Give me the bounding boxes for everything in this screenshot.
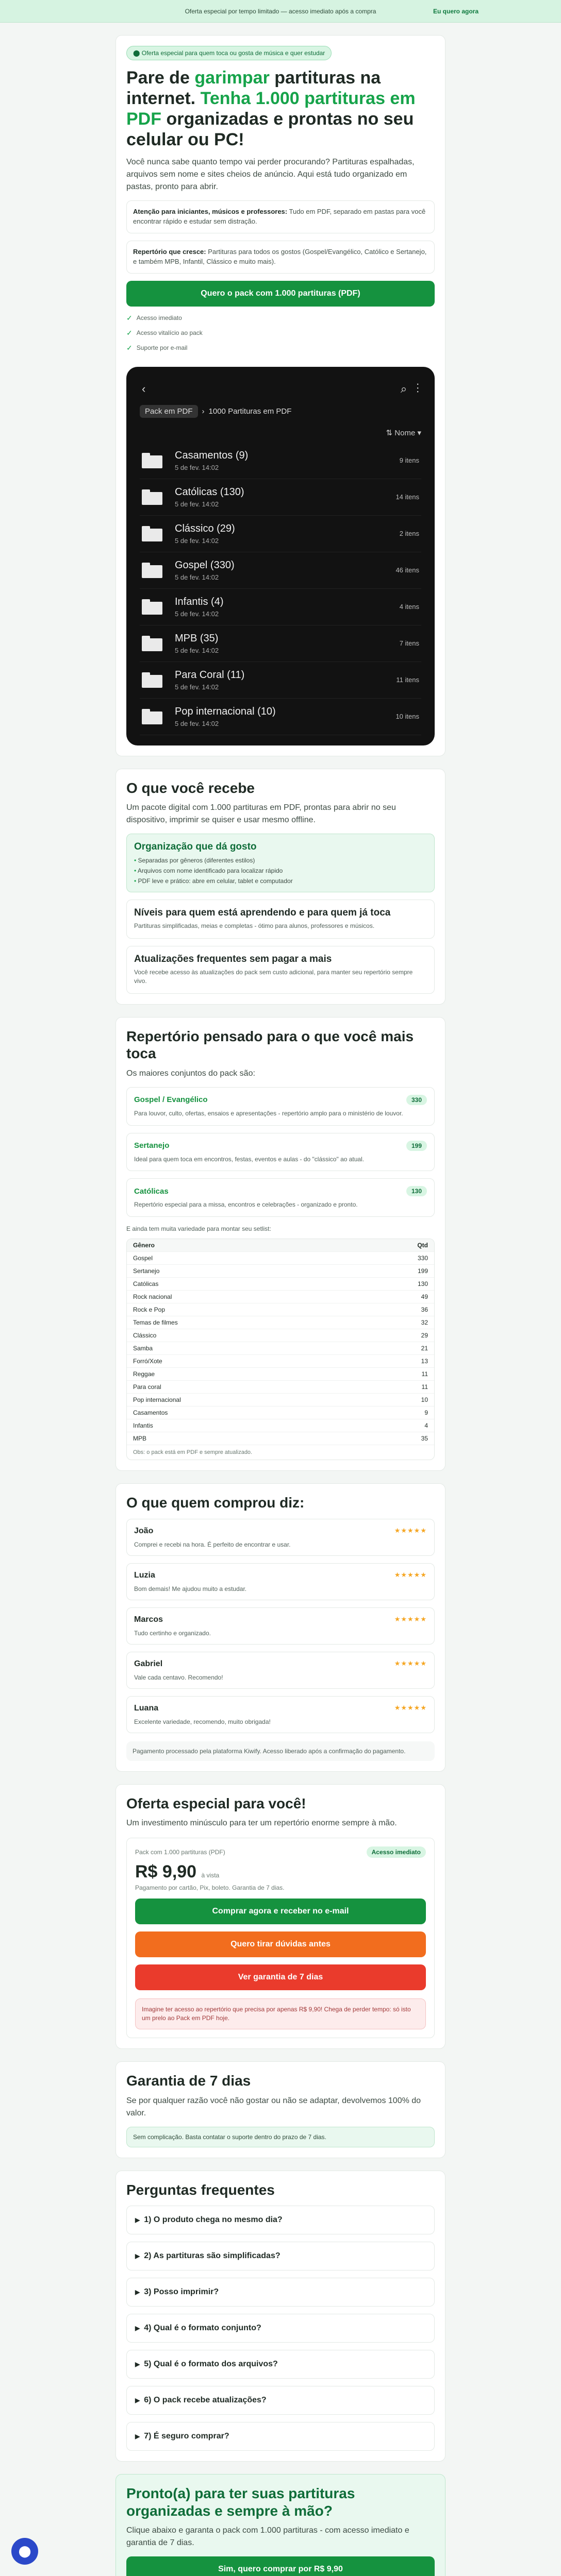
table-row bbox=[127, 1291, 434, 1303]
category-card bbox=[126, 1087, 435, 1126]
faq-item[interactable] bbox=[126, 2278, 435, 2307]
folder-name: Para Coral (11) bbox=[175, 669, 245, 681]
repertoire-section: Repertório pensado para o que você mais toca Os maiores conjuntos do pack são: Gospel / Evangélico 330 Para louvor, culto, ofertas, ensaios e apresentações - repertório amplo para o ministério de louvor. Sertanejo 199 Ideal para quem toca em encontros, festas, eventos e aulas - do "clássico" ao atual. Católicas 130 Repertório especial para a missa, encontros e celebrações - organizado e pronto. E ainda tem muita variedade para montar seu setlist: Gênero Qtd Gospel 330 Sertanejo 199 Católicas 130 Rock nacional 49 Rock e Pop 36 Temas de filmes 32 Clássico 29 Samba 21 Forró/Xote 13 Reggae 11 Para coral 11 Pop internacional 10 Casamentos 9 Infantis 4 MPB 35 Obs: o pack está em PDF e sempre atualizado. bbox=[116, 1017, 446, 1471]
hero-info-box-1: Atenção para iniciantes, músicos e professores: Tudo em PDF, separado em pastas para você encontrar rápido e estudar sem distração. bbox=[126, 200, 435, 233]
feature-updates: Atualizações frequentes sem pagar a mais Você recebe acesso às atualizações do pack sem custo adicional, para manter seu repertório sempre vivo. bbox=[126, 946, 435, 994]
genre-count: 330 bbox=[417, 1255, 428, 1262]
buy-pack-button[interactable]: Quero o pack com 1.000 partituras (PDF) bbox=[126, 281, 435, 307]
folder-meta bbox=[175, 596, 400, 618]
genre-count: 10 bbox=[421, 1396, 428, 1404]
benefit-check: ✓ Acesso imediato bbox=[126, 313, 182, 322]
folder-meta bbox=[175, 486, 395, 508]
table-row bbox=[127, 1265, 434, 1278]
faq-question: 4) Qual é o formato conjunto? bbox=[144, 2324, 261, 2333]
genre-name: Infantis bbox=[133, 1422, 153, 1430]
review-card bbox=[126, 1519, 435, 1556]
category-description: Repertório especial para a missa, encontros e celebrações - organizado e pronto. bbox=[134, 1201, 358, 1209]
sort-control: ⇅ Nome ▾ bbox=[386, 428, 421, 437]
faq-question: 2) As partituras são simplificadas? bbox=[144, 2251, 280, 2261]
review-header bbox=[134, 1659, 427, 1669]
faq-question: 7) É seguro comprar? bbox=[144, 2432, 229, 2441]
folder-meta bbox=[175, 633, 400, 654]
final-cta-section: Pronto(a) para ter suas partituras organizadas e sempre à mão? Clique abaixo e garanta o pack com 1.000 partituras - com acesso imediato e garantia de 7 dias. Sim, quero comprar por R$ 9,90 bbox=[116, 2474, 446, 2576]
urgency-note: Imagine ter acesso ao repertório que precisa por apenas R$ 9,90! Chega de perder tempo: só isto um prelo ao Pack em PDF hoje. bbox=[135, 1998, 426, 2029]
faq-item[interactable] bbox=[126, 2422, 435, 2451]
review-text: Vale cada centavo. Recomendo! bbox=[134, 1673, 223, 1681]
folder-row[interactable] bbox=[140, 479, 421, 516]
reviewer-name: Luzia bbox=[134, 1570, 155, 1580]
genre-table: Gênero Qtd Gospel 330 Sertanejo 199 Católicas 130 Rock nacional 49 Rock e Pop 36 Temas de filmes 32 Clássico 29 Samba 21 Forró/Xote 13 Reggae 11 Para coral 11 Pop internacional 10 Casamentos 9 Infantis 4 MPB 35 Obs: o pack está em PDF e sempre atualizado. bbox=[126, 1239, 435, 1460]
folder-row[interactable] bbox=[140, 516, 421, 552]
folder-name: Clássico (29) bbox=[175, 522, 235, 534]
caret-right-icon: ▶ bbox=[135, 2216, 140, 2224]
folder-icon bbox=[142, 636, 162, 651]
reviews-title: O que quem comprou diz: bbox=[126, 1495, 305, 1511]
faq-question: 5) Qual é o formato dos arquivos? bbox=[144, 2360, 278, 2369]
folder-name: Casamentos (9) bbox=[175, 449, 249, 461]
folder-meta bbox=[175, 669, 396, 691]
folder-icon bbox=[142, 563, 162, 578]
review-card bbox=[126, 1563, 435, 1600]
folder-name: MPB (35) bbox=[175, 632, 219, 644]
offer-pill: ⬤ Oferta especial para quem toca ou gosta de música e quer estudar bbox=[126, 46, 332, 60]
folder-name: Católicas (130) bbox=[175, 486, 244, 498]
caret-right-icon: ▶ bbox=[135, 2397, 140, 2404]
table-row bbox=[127, 1432, 434, 1445]
genre-count: 9 bbox=[424, 1409, 428, 1417]
category-header bbox=[134, 1141, 427, 1151]
hero-card bbox=[116, 35, 446, 756]
table-header: Gênero Qtd bbox=[127, 1239, 434, 1252]
folder-count: 10 itens bbox=[395, 713, 419, 721]
category-count-badge: 199 bbox=[406, 1141, 427, 1151]
folder-meta bbox=[175, 560, 395, 581]
phone-file-browser-preview bbox=[126, 367, 435, 745]
folder-name: Infantis (4) bbox=[175, 596, 224, 607]
genre-name: Para coral bbox=[133, 1383, 161, 1391]
genre-name: Sertanejo bbox=[133, 1267, 160, 1275]
category-header bbox=[134, 1095, 427, 1105]
faq-item[interactable] bbox=[126, 2314, 435, 2343]
reviewer-name: Luana bbox=[134, 1703, 159, 1713]
reviewer-name: João bbox=[134, 1526, 154, 1535]
review-card bbox=[126, 1607, 435, 1645]
benefit-checks bbox=[126, 314, 435, 352]
guarantee-button[interactable]: Ver garantia de 7 dias bbox=[135, 1964, 426, 1990]
announcement-text: Oferta especial por tempo limitado — acesso imediato após a compra bbox=[185, 7, 376, 15]
caret-right-icon: ▶ bbox=[135, 2252, 140, 2260]
review-text: Comprei e recebi na hora. É perfeito de encontrar e usar. bbox=[134, 1540, 291, 1548]
folder-date: 5 de fev. 14:02 bbox=[175, 646, 219, 654]
genre-name: Católicas bbox=[133, 1280, 159, 1288]
genre-count: 36 bbox=[421, 1306, 428, 1314]
table-row bbox=[127, 1329, 434, 1342]
breadcrumb-root: Pack em PDF bbox=[140, 405, 198, 418]
star-rating-icon: ★★★★★ bbox=[394, 1526, 427, 1534]
folder-row[interactable] bbox=[140, 625, 421, 662]
caret-right-icon: ▶ bbox=[135, 2433, 140, 2441]
faq-item[interactable] bbox=[126, 2206, 435, 2234]
check-icon: ✓ bbox=[126, 328, 133, 337]
announcement-cta-link[interactable]: Eu quero agora bbox=[433, 7, 478, 15]
category-description: Ideal para quem toca em encontros, festas, eventos e aulas - do "clássico" ao atual. bbox=[134, 1155, 365, 1163]
table-row bbox=[127, 1355, 434, 1368]
feature-organization: Organização que dá gosto • Separadas por gêneros (diferentes estilos) • Arquivos com nome identificado para localizar rápido • PDF leve e prático: abre em celular, tablet e computador bbox=[126, 834, 435, 892]
receive-section bbox=[116, 769, 446, 1005]
faq-question: 1) O produto chega no mesmo dia? bbox=[144, 2215, 283, 2225]
caret-right-icon: ▶ bbox=[135, 2325, 140, 2332]
back-arrow-icon: ‹ bbox=[142, 382, 146, 395]
genre-count: 29 bbox=[421, 1332, 428, 1340]
category-name: Sertanejo bbox=[134, 1141, 170, 1150]
genre-name: Samba bbox=[133, 1345, 153, 1352]
faq-question: 6) O pack recebe atualizações? bbox=[144, 2396, 267, 2405]
genre-count: 4 bbox=[424, 1422, 428, 1430]
table-row bbox=[127, 1303, 434, 1316]
folder-date: 5 de fev. 14:02 bbox=[175, 719, 219, 727]
table-row bbox=[127, 1394, 434, 1406]
faq-item[interactable] bbox=[126, 2350, 435, 2379]
review-header bbox=[134, 1527, 427, 1536]
review-header bbox=[134, 1571, 427, 1580]
buy-now-button[interactable]: Comprar agora e receber no e-mail bbox=[135, 1899, 426, 1924]
folder-date: 5 de fev. 14:02 bbox=[175, 500, 219, 508]
review-text: Bom demais! Me ajudou muito a estudar. bbox=[134, 1585, 247, 1592]
folder-date: 5 de fev. 14:02 bbox=[175, 683, 219, 691]
review-card bbox=[126, 1696, 435, 1733]
folder-icon bbox=[142, 709, 162, 724]
genre-count: 49 bbox=[421, 1293, 428, 1301]
genre-count: 11 bbox=[421, 1383, 428, 1391]
folder-count: 2 itens bbox=[399, 530, 419, 538]
review-card bbox=[126, 1652, 435, 1689]
top-announcement-bar bbox=[0, 0, 561, 23]
folder-row[interactable] bbox=[140, 443, 421, 479]
breadcrumb-current: 1000 Partituras em PDF bbox=[208, 406, 292, 416]
genre-count: 199 bbox=[417, 1267, 428, 1275]
category-count-badge: 130 bbox=[406, 1186, 427, 1196]
folder-date: 5 de fev. 14:02 bbox=[175, 573, 219, 581]
genre-name: Rock e Pop bbox=[133, 1306, 166, 1314]
folder-date: 5 de fev. 14:02 bbox=[175, 536, 219, 545]
folder-meta bbox=[175, 706, 395, 727]
folder-count: 14 itens bbox=[395, 493, 419, 501]
genre-count: 35 bbox=[421, 1435, 428, 1443]
folder-count: 4 itens bbox=[399, 603, 419, 611]
folder-count: 9 itens bbox=[399, 456, 419, 465]
questions-button[interactable]: Quero tirar dúvidas antes bbox=[135, 1931, 426, 1957]
table-row bbox=[127, 1342, 434, 1355]
hero-title: Pare de garimpar partituras na internet. Tenha 1.000 partituras em PDF organizadas e prontas no seu celular ou PC! bbox=[126, 68, 416, 150]
benefit-check: ✓ Acesso vitalício ao pack bbox=[126, 328, 203, 337]
genre-count: 11 bbox=[421, 1370, 428, 1378]
payment-disclaimer: Pagamento processado pela plataforma Kiwify. Acesso liberado após a confirmação do pagamento. bbox=[126, 1741, 435, 1761]
reviews-section bbox=[116, 1483, 446, 1772]
folder-row[interactable] bbox=[140, 552, 421, 589]
faq-question: 3) Posso imprimir? bbox=[144, 2287, 219, 2297]
caret-right-icon: ▶ bbox=[135, 2289, 140, 2296]
benefit-check: ✓ Suporte por e-mail bbox=[126, 343, 188, 352]
category-card bbox=[126, 1178, 435, 1217]
genre-count: 21 bbox=[421, 1345, 428, 1352]
reviewer-name: Gabriel bbox=[134, 1659, 163, 1668]
genre-count: 32 bbox=[421, 1319, 428, 1327]
category-name: Católicas bbox=[134, 1187, 169, 1196]
table-row bbox=[127, 1419, 434, 1432]
category-description: Para louvor, culto, ofertas, ensaios e apresentações - repertório amplo para o ministério de louvor. bbox=[134, 1109, 403, 1117]
category-card bbox=[126, 1133, 435, 1172]
folder-meta bbox=[175, 523, 400, 545]
hero-info-box-2: Repertório que cresce: Partituras para todos os gostos (Gospel/Evangélico, Católico e Sertanejo, e também MPB, Infantil, Clássico e muito mais). bbox=[126, 241, 435, 274]
genre-name: Gospel bbox=[133, 1255, 153, 1262]
folder-icon bbox=[142, 453, 162, 468]
folder-row[interactable] bbox=[140, 662, 421, 699]
folder-name: Pop internacional (10) bbox=[175, 705, 276, 717]
guarantee-section: Garantia de 7 dias Se por qualquer razão você não gostar ou não se adaptar, devolvemos 100% do valor. Sem complicação. Basta contatar o suporte dentro do prazo de 7 dias. bbox=[116, 2061, 446, 2158]
genre-name: Casamentos bbox=[133, 1409, 168, 1417]
genre-count: 13 bbox=[421, 1358, 428, 1365]
offer-section: Oferta especial para você! Um investimento minúsculo para ter um repertório enorme sempre à mão. Pack com 1.000 partituras (PDF) Acesso imediato R$ 9,90 à vista Pagamento por cartão, Pix, boleto. Garantia de 7 dias. Comprar agora e receber no e-mail Quero tirar dúvidas antes Ver garantia de 7 dias Imagine ter acesso ao repertório que precisa por apenas R$ 9,90! Chega de perder tempo: só isto um prelo ao Pack em PDF hoje. bbox=[116, 1784, 446, 2049]
guarantee-title: Garantia de 7 dias bbox=[126, 2072, 251, 2089]
review-text: Tudo certinho e organizado. bbox=[134, 1629, 211, 1637]
folder-icon bbox=[142, 672, 162, 688]
folder-icon bbox=[142, 526, 162, 541]
table-row bbox=[127, 1278, 434, 1291]
folder-date: 5 de fev. 14:02 bbox=[175, 463, 219, 471]
genre-name: Pop internacional bbox=[133, 1396, 181, 1404]
star-rating-icon: ★★★★★ bbox=[394, 1570, 427, 1579]
folder-date: 5 de fev. 14:02 bbox=[175, 609, 219, 618]
repertoire-title: Repertório pensado para o que você mais toca bbox=[126, 1028, 414, 1062]
review-header bbox=[134, 1704, 427, 1713]
access-badge: Acesso imediato bbox=[367, 1846, 426, 1858]
genre-name: Clássico bbox=[133, 1332, 157, 1340]
hero-lead: Você nunca sabe quanto tempo vai perder procurando? Partituras espalhadas, arquivos sem nome e sites cheios de anúncio. Aqui está tudo organizado em pastas, pronto para abrir. bbox=[126, 158, 415, 192]
category-name: Gospel / Evangélico bbox=[134, 1095, 208, 1105]
star-rating-icon: ★★★★★ bbox=[394, 1615, 427, 1623]
category-count-badge: 330 bbox=[406, 1095, 427, 1105]
faq-item[interactable] bbox=[126, 2386, 435, 2415]
category-header bbox=[134, 1186, 427, 1196]
review-header bbox=[134, 1615, 427, 1624]
genre-name: Reggae bbox=[133, 1370, 155, 1378]
faq-section bbox=[116, 2171, 446, 2462]
table-row bbox=[127, 1316, 434, 1329]
folder-icon bbox=[142, 599, 162, 615]
folder-breadcrumb: Pack em PDF › 1000 Partituras em PDF bbox=[140, 405, 421, 418]
folder-count: 11 itens bbox=[396, 676, 419, 684]
folder-icon bbox=[142, 489, 162, 505]
star-rating-icon: ★★★★★ bbox=[394, 1703, 427, 1711]
genre-name: Temas de filmes bbox=[133, 1319, 178, 1327]
offer-title: Oferta especial para você! bbox=[126, 1795, 306, 1811]
final-title: Pronto(a) para ter suas partituras organizadas e sempre à mão? bbox=[126, 2485, 355, 2519]
table-row bbox=[127, 1381, 434, 1394]
folder-count: 7 itens bbox=[399, 639, 419, 648]
faq-item[interactable] bbox=[126, 2242, 435, 2270]
folder-row[interactable] bbox=[140, 589, 421, 625]
sort-icon: ⇅ bbox=[386, 428, 393, 437]
faq-title: Perguntas frequentes bbox=[126, 2181, 275, 2198]
price: R$ 9,90 à vista bbox=[135, 1862, 220, 1882]
receive-title: O que você recebe bbox=[126, 779, 255, 796]
table-row bbox=[127, 1368, 434, 1381]
chat-bubble-icon[interactable]: ⬤ bbox=[11, 2538, 38, 2565]
final-buy-button[interactable]: Sim, quero comprar por R$ 9,90 bbox=[126, 2556, 435, 2576]
table-row bbox=[127, 1252, 434, 1265]
folder-name: Gospel (330) bbox=[175, 559, 235, 571]
reviewer-name: Marcos bbox=[134, 1615, 163, 1624]
more-vert-icon: ⋮ bbox=[416, 382, 419, 395]
folder-count: 46 itens bbox=[395, 566, 419, 574]
caret-right-icon: ▶ bbox=[135, 2361, 140, 2368]
receive-lead: Um pacote digital com 1.000 partituras em PDF, prontas para abrir no seu dispositivo, imprimir se quiser e usar mesmo offline. bbox=[126, 803, 396, 825]
folder-row[interactable] bbox=[140, 699, 421, 735]
table-row bbox=[127, 1406, 434, 1419]
genre-name: MPB bbox=[133, 1435, 147, 1443]
feature-levels: Níveis para quem está aprendendo e para quem já toca Partituras simplificadas, meias e completas - ótimo para alunos, professores e músicos. bbox=[126, 900, 435, 938]
genre-name: Forró/Xote bbox=[133, 1358, 162, 1365]
price-box: Pack com 1.000 partituras (PDF) Acesso imediato R$ 9,90 à vista Pagamento por cartão, Pix, boleto. Garantia de 7 dias. Comprar agora e receber no e-mail Quero tirar dúvidas antes Ver garantia de 7 dias Imagine ter acesso ao repertório que precisa por apenas R$ 9,90! Chega de perder tempo: só isto um prelo ao Pack em PDF hoje. bbox=[126, 1838, 435, 2038]
folder-meta bbox=[175, 450, 400, 471]
check-icon: ✓ bbox=[126, 343, 133, 352]
genre-count: 130 bbox=[417, 1280, 428, 1288]
search-icon: ⌕ bbox=[400, 382, 407, 395]
star-rating-icon: ★★★★★ bbox=[394, 1659, 427, 1667]
check-icon: ✓ bbox=[126, 313, 133, 322]
review-text: Excelente variedade, recomendo, muito obrigada! bbox=[134, 1718, 271, 1725]
genre-name: Rock nacional bbox=[133, 1293, 172, 1301]
